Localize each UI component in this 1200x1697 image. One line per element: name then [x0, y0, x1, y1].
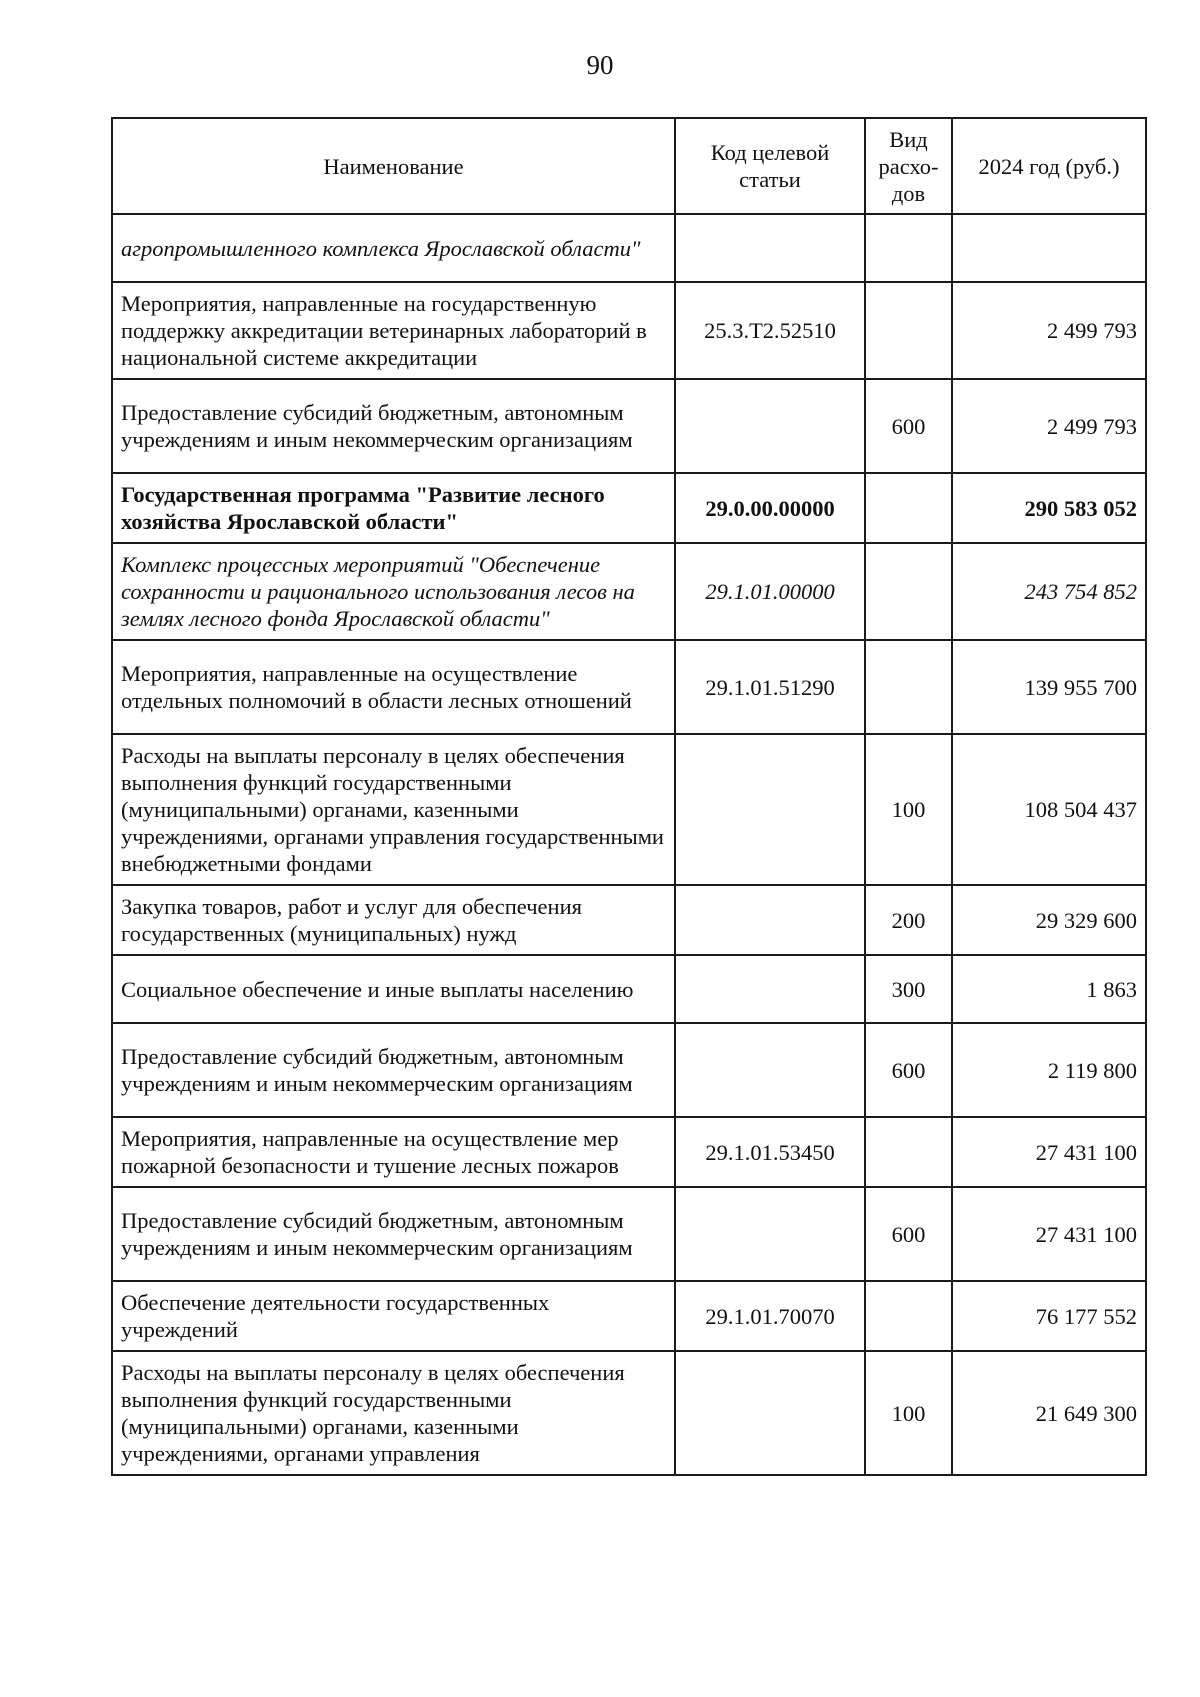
cell-name: Расходы на выплаты персоналу в целях обеспечения выполнения функций государственными (муниципальными) органами, казенными учреждениями, органами управления — [112, 1351, 675, 1475]
cell-name: Обеспечение деятельности государственных учреждений — [112, 1281, 675, 1351]
cell-type — [865, 543, 952, 640]
cell-type: 300 — [865, 955, 952, 1023]
cell-amount: 2 499 793 — [952, 282, 1146, 379]
cell-amount: 108 504 437 — [952, 734, 1146, 885]
header-amount: 2024 год (руб.) — [952, 118, 1146, 214]
cell-code — [675, 214, 865, 282]
cell-amount: 29 329 600 — [952, 885, 1146, 955]
cell-name: Мероприятия, направленные на осуществление отдельных полномочий в области лесных отношений — [112, 640, 675, 734]
cell-code — [675, 955, 865, 1023]
cell-code — [675, 1023, 865, 1117]
budget-table — [111, 117, 1147, 1476]
cell-amount — [952, 214, 1146, 282]
cell-amount: 243 754 852 — [952, 543, 1146, 640]
table-row — [112, 1281, 1146, 1351]
cell-code: 29.0.00.00000 — [675, 473, 865, 543]
table-row — [112, 955, 1146, 1023]
cell-amount: 27 431 100 — [952, 1187, 1146, 1281]
cell-code: 29.1.01.53450 — [675, 1117, 865, 1187]
table-row — [112, 379, 1146, 473]
page-number: 90 — [586, 50, 614, 80]
cell-name: Мероприятия, направленные на осуществление мер пожарной безопасности и тушение лесных пожаров — [112, 1117, 675, 1187]
table-row — [112, 473, 1146, 543]
cell-name: Расходы на выплаты персоналу в целях обеспечения выполнения функций государственными (муниципальными) органами, казенными учреждениями, органами управления государственными внебюджетными фондами — [112, 734, 675, 885]
cell-code: 29.1.01.70070 — [675, 1281, 865, 1351]
cell-name: Социальное обеспечение и иные выплаты населению — [112, 955, 675, 1023]
cell-amount: 139 955 700 — [952, 640, 1146, 734]
cell-name: Комплекс процессных мероприятий "Обеспечение сохранности и рационального использования лесов на землях лесного фонда Ярославской области" — [112, 543, 675, 640]
cell-type — [865, 1281, 952, 1351]
cell-name: Предоставление субсидий бюджетным, автономным учреждениям и иным некоммерческим организациям — [112, 1187, 675, 1281]
cell-type — [865, 282, 952, 379]
header-type: Вид расхо-дов — [865, 118, 952, 214]
cell-amount: 76 177 552 — [952, 1281, 1146, 1351]
header-name: Наименование — [112, 118, 675, 214]
cell-amount: 2 119 800 — [952, 1023, 1146, 1117]
header-code: Код целевой статьи — [675, 118, 865, 214]
cell-code — [675, 379, 865, 473]
cell-type — [865, 214, 952, 282]
cell-type — [865, 473, 952, 543]
cell-amount: 27 431 100 — [952, 1117, 1146, 1187]
table-row — [112, 885, 1146, 955]
cell-amount: 21 649 300 — [952, 1351, 1146, 1475]
cell-code — [675, 734, 865, 885]
table-row — [112, 543, 1146, 640]
cell-code: 25.3.Т2.52510 — [675, 282, 865, 379]
cell-code — [675, 885, 865, 955]
cell-amount: 2 499 793 — [952, 379, 1146, 473]
cell-name: Закупка товаров, работ и услуг для обеспечения государственных (муниципальных) нужд — [112, 885, 675, 955]
table-header-row — [112, 118, 1146, 214]
cell-type: 100 — [865, 734, 952, 885]
cell-amount: 290 583 052 — [952, 473, 1146, 543]
table-row — [112, 1187, 1146, 1281]
cell-type: 600 — [865, 1023, 952, 1117]
table-row — [112, 734, 1146, 885]
cell-type: 600 — [865, 379, 952, 473]
cell-name: агропромышленного комплекса Ярославской области" — [112, 214, 675, 282]
cell-name: Предоставление субсидий бюджетным, автономным учреждениям и иным некоммерческим организациям — [112, 1023, 675, 1117]
cell-amount: 1 863 — [952, 955, 1146, 1023]
table-row — [112, 1117, 1146, 1187]
cell-code: 29.1.01.00000 — [675, 543, 865, 640]
table-row — [112, 282, 1146, 379]
cell-type — [865, 640, 952, 734]
cell-code — [675, 1351, 865, 1475]
cell-name: Мероприятия, направленные на государственную поддержку аккредитации ветеринарных лабораторий в национальной системе аккредитации — [112, 282, 675, 379]
cell-name: Предоставление субсидий бюджетным, автономным учреждениям и иным некоммерческим организациям — [112, 379, 675, 473]
table-row — [112, 640, 1146, 734]
cell-type — [865, 1117, 952, 1187]
table-row — [112, 1351, 1146, 1475]
table-row — [112, 214, 1146, 282]
cell-name: Государственная программа "Развитие лесного хозяйства Ярославской области" — [112, 473, 675, 543]
cell-code — [675, 1187, 865, 1281]
cell-type: 200 — [865, 885, 952, 955]
cell-type: 100 — [865, 1351, 952, 1475]
cell-code: 29.1.01.51290 — [675, 640, 865, 734]
table-body — [112, 214, 1146, 1475]
table-row — [112, 1023, 1146, 1117]
cell-type: 600 — [865, 1187, 952, 1281]
